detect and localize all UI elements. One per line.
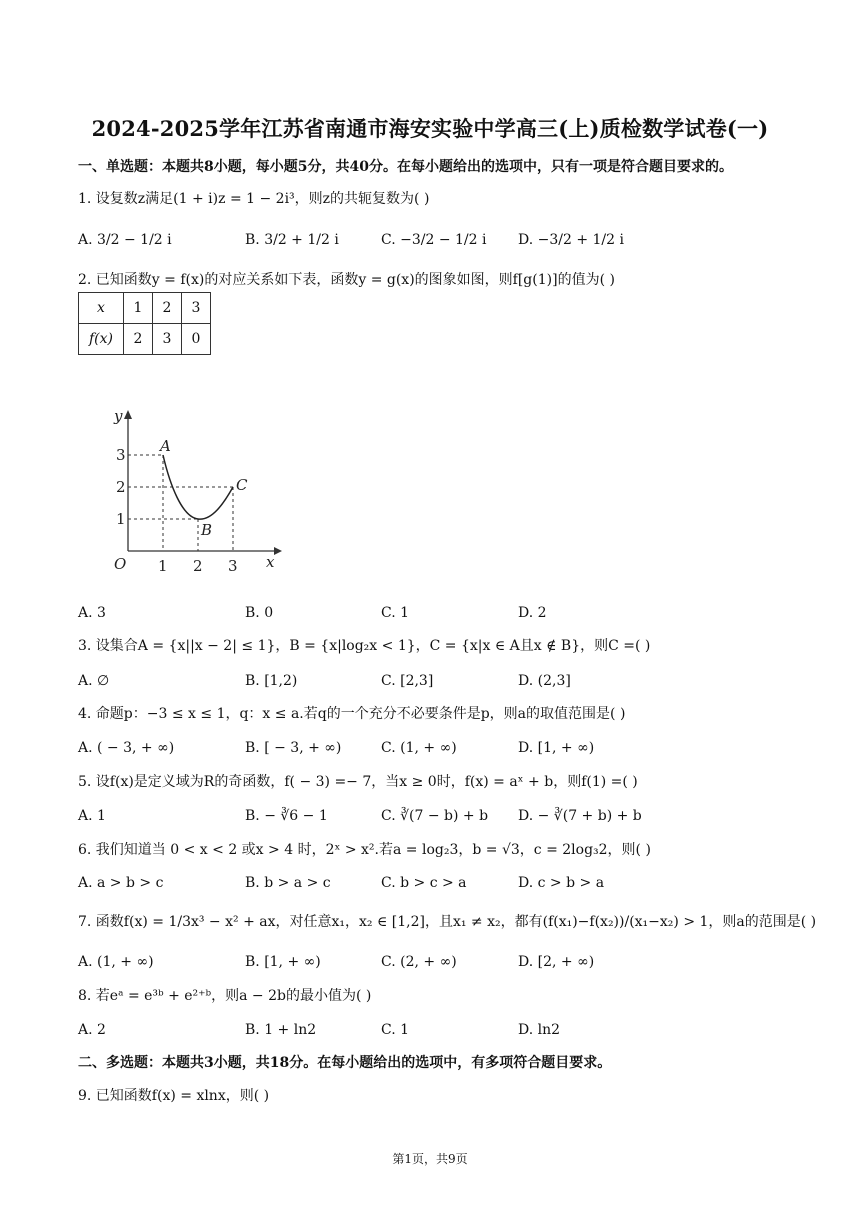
section-single-choice: 一、单选题：本题共8小题，每小题5分，共40分。在每小题给出的选项中，只有一项是符合题目要求的。 bbox=[78, 159, 733, 175]
page-footer: 第1页，共9页 bbox=[392, 1152, 468, 1166]
question-4-option-c: C. (1, + ∞) bbox=[381, 740, 457, 756]
question-1-option-c: C. −3/2 − 1/2 i bbox=[381, 232, 487, 248]
table-cell: 0 bbox=[182, 324, 211, 355]
section-multiple-choice: 二、多选题：本题共3小题，共18分。在每小题给出的选项中，有多项符合题目要求。 bbox=[78, 1055, 612, 1071]
table-cell: 2 bbox=[124, 324, 153, 355]
question-1-stem: 1. 设复数z满足(1 + i)z = 1 − 2i³，则z的共轭复数为( ) bbox=[78, 191, 430, 207]
table-cell: f(x) bbox=[79, 324, 124, 355]
question-1-option-d: D. −3/2 + 1/2 i bbox=[518, 232, 624, 248]
question-3-option-b: B. [1,2) bbox=[245, 673, 298, 689]
table-cell: 1 bbox=[124, 293, 153, 324]
question-4-stem: 4. 命题p：−3 ≤ x ≤ 1，q：x ≤ a.若q的一个充分不必要条件是p，则a的取值范围是( ) bbox=[78, 706, 626, 722]
question-2-option-d: D. 2 bbox=[518, 605, 547, 621]
table-cell: 3 bbox=[182, 293, 211, 324]
question-3-option-a: A. ∅ bbox=[78, 673, 110, 689]
question-6-option-a: A. a > b > c bbox=[78, 875, 164, 891]
question-8-option-b: B. 1 + ln2 bbox=[245, 1022, 317, 1038]
question-7-option-d: D. [2, + ∞) bbox=[518, 954, 595, 970]
question-2-option-a: A. 3 bbox=[78, 605, 106, 621]
question-5-option-b: B. − ∛6 − 1 bbox=[245, 808, 328, 824]
y-tick-label: 1 bbox=[116, 510, 126, 528]
question-8-option-d: D. ln2 bbox=[518, 1022, 561, 1038]
y-axis-label: y bbox=[114, 407, 123, 425]
question-8-option-a: A. 2 bbox=[78, 1022, 106, 1038]
question-7-stem: 7. 函数f(x) = 1/3x³ − x² + ax，对任意x₁，x₂ ∈ [1,2]，且x₁ ≠ x₂，都有(f(x₁)−f(x₂))/(x₁−x₂) > 1，则a的范围是( ) bbox=[78, 914, 817, 930]
question-4-option-a: A. ( − 3, + ∞) bbox=[78, 740, 175, 756]
y-tick-label: 2 bbox=[116, 478, 126, 496]
graph-curve bbox=[163, 455, 233, 519]
question-6-option-c: C. b > c > a bbox=[381, 875, 467, 891]
question-4-option-d: D. [1, + ∞) bbox=[518, 740, 595, 756]
table-header-row bbox=[79, 293, 211, 324]
question-2-option-c: C. 1 bbox=[381, 605, 410, 621]
point-label-c: C bbox=[236, 476, 248, 494]
question-3-option-d: D. (2,3] bbox=[518, 673, 571, 689]
x-tick-label: 1 bbox=[158, 557, 168, 575]
point-label-b: B bbox=[201, 521, 213, 539]
question-5-option-c: C. ∛(7 − b) + b bbox=[381, 808, 489, 824]
question-9-stem: 9. 已知函数f(x) = xlnx，则( ) bbox=[78, 1088, 270, 1104]
x-tick-label: 3 bbox=[228, 557, 238, 575]
point-label-a: A bbox=[160, 437, 171, 455]
table-row bbox=[79, 324, 211, 355]
question-6-option-d: D. c > b > a bbox=[518, 875, 605, 891]
page-title: 2024-2025学年江苏省南通市海安实验中学高三(上)质检数学试卷(一) bbox=[91, 116, 769, 141]
table-cell: 2 bbox=[153, 293, 182, 324]
question-5-option-d: D. − ∛(7 + b) + b bbox=[518, 808, 642, 824]
question-3-option-c: C. [2,3] bbox=[381, 673, 434, 689]
y-tick-label: 3 bbox=[116, 446, 126, 464]
question-8-stem: 8. 若eᵃ = e³ᵇ + e²⁺ᵇ，则a − 2b的最小值为( ) bbox=[78, 988, 372, 1004]
question-8-option-c: C. 1 bbox=[381, 1022, 410, 1038]
question-2-stem: 2. 已知函数y = f(x)的对应关系如下表，函数y = g(x)的图象如图，则f[g(1)]的值为( ) bbox=[78, 272, 615, 288]
table-cell: x bbox=[79, 293, 124, 324]
question-7-option-b: B. [1, + ∞) bbox=[245, 954, 321, 970]
x-axis-label: x bbox=[266, 553, 275, 571]
question-6-option-b: B. b > a > c bbox=[245, 875, 331, 891]
function-table bbox=[78, 292, 211, 355]
question-1-option-b: B. 3/2 + 1/2 i bbox=[245, 232, 339, 248]
question-2-option-b: B. 0 bbox=[245, 605, 274, 621]
question-5-option-a: A. 1 bbox=[78, 808, 106, 824]
table-cell: 3 bbox=[153, 324, 182, 355]
origin-label: O bbox=[114, 555, 127, 573]
function-graph bbox=[90, 405, 290, 580]
question-5-stem: 5. 设f(x)是定义域为R的奇函数，f( − 3) =− 7，当x ≥ 0时，f(x) = aˣ + b，则f(1) =( ) bbox=[78, 774, 638, 790]
x-tick-label: 2 bbox=[193, 557, 203, 575]
question-1-option-a: A. 3/2 − 1/2 i bbox=[78, 232, 172, 248]
question-7-option-a: A. (1, + ∞) bbox=[78, 954, 154, 970]
question-3-stem: 3. 设集合A = {x||x − 2| ≤ 1}，B = {x|log₂x < 1}，C = {x|x ∈ A且x ∉ B}，则C =( ) bbox=[78, 638, 651, 654]
question-7-option-c: C. (2, + ∞) bbox=[381, 954, 457, 970]
question-6-stem: 6. 我们知道当 0 < x < 2 或x > 4 时，2ˣ > x².若a = log₂3，b = √3，c = 2log₃2，则( ) bbox=[78, 842, 651, 858]
x-axis-arrow bbox=[274, 547, 282, 555]
question-4-option-b: B. [ − 3, + ∞) bbox=[245, 740, 342, 756]
y-axis-arrow bbox=[124, 410, 132, 419]
